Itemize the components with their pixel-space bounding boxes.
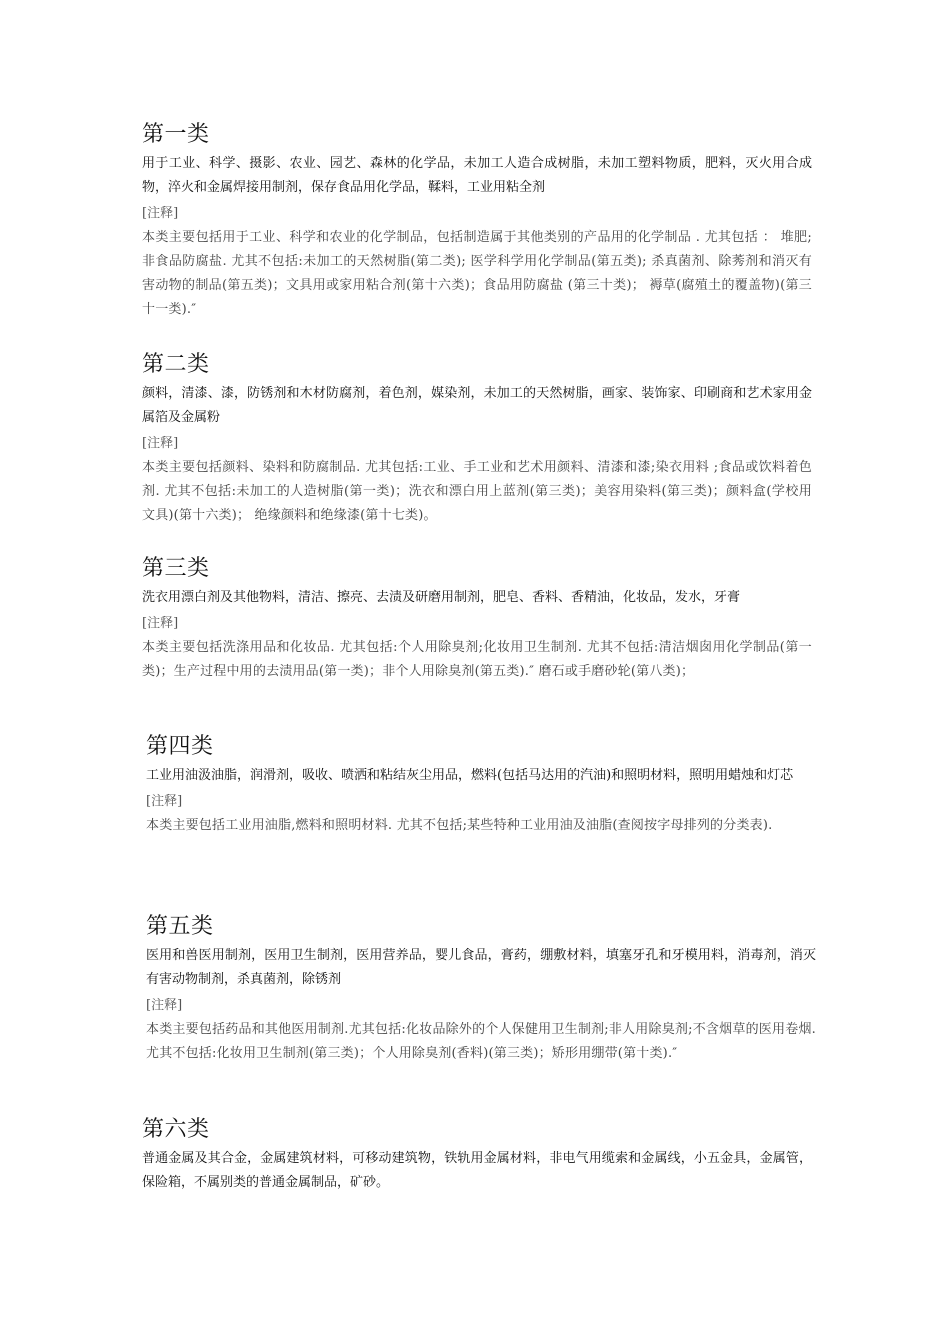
class-section-2 (142, 348, 812, 528)
class-description: 工业用油汲油脂，润滑剂，吸收、喷洒和粘结灰尘用品，燃料(包括马达用的汽油)和照明材料，照明用蜡烛和灯芯 (146, 768, 794, 783)
class-section-1 (142, 118, 812, 322)
note-text: 本类主要包括药品和其他医用制剂.尤其包括:化妆品除外的个人保健用卫生制剂;非人用除臭剂;不含烟草的医用卷烟. 尤其不包括:化妆用卫生制剂(第三类)；个人用除臭剂(香料)(第三类)；矫形用绷带(第十类).″ (146, 1022, 816, 1061)
class-section-3 (142, 552, 812, 684)
class-section-6 (142, 1113, 812, 1195)
class-title: 第六类 (142, 1117, 210, 1142)
class-description: 洗衣用漂白剂及其他物料，清洁、擦亮、去渍及研磨用制剂，肥皂、香料、香精油，化妆品，发水，牙膏 (142, 590, 741, 605)
class-title: 第一类 (142, 122, 210, 147)
note-label: [注释] (142, 206, 179, 221)
class-description: 颜料，清漆、漆，防锈剂和木材防腐剂，着色剂，媒染剂，未加工的天然树脂，画家、装饰家、印刷商和艺术家用金属箔及金属粉 (142, 386, 812, 425)
note-label: [注释] (146, 998, 183, 1013)
note-text: 本类主要包括工业用油脂,燃料和照明材料. 尤其不包括;某些特种工业用油及油脂(查阅按字母排列的分类表). (146, 818, 773, 833)
note-label: [注释] (146, 794, 183, 809)
note-label: [注释] (142, 436, 179, 451)
class-title: 第四类 (146, 734, 214, 759)
note-label: [注释] (142, 616, 179, 631)
class-description: 用于工业、科学、摄影、农业、园艺、森林的化学品，未加工人造合成树脂，未加工塑料物质，肥料，灭火用合成物，淬火和金属焊接用制剂，保存食品用化学品，鞣料，工业用粘全剂 (142, 156, 812, 195)
class-section-4 (146, 730, 816, 838)
class-description: 医用和兽医用制剂，医用卫生制剂，医用营养品，婴儿食品，膏药，绷敷材料，填塞牙孔和牙模用料，消毒剂，消灭有害动物制剂，杀真菌剂，除锈剂 (146, 948, 816, 987)
class-section-5 (146, 910, 816, 1066)
note-text: 本类主要包括洗涤用品和化妆品. 尤其包括:个人用除臭剂;化妆用卫生制剂. 尤其不包括:清洁烟囱用化学制品(第一类)；生产过程中用的去渍用品(第一类)；非个人用除臭剂(第五类).″ 磨石或手磨砂轮(第八类)； (142, 640, 812, 679)
class-title: 第二类 (142, 352, 210, 377)
class-description: 普通金属及其合金，金属建筑材料，可移动建筑物，铁轨用金属材料，非电气用缆索和金属线，小五金具，金属管，保险箱，不属别类的普通金属制品，矿砂。 (142, 1151, 812, 1190)
note-text: 本类主要包括颜料、染料和防腐制品. 尤其包括:工业、手工业和艺术用颜料、清漆和漆;染衣用料 ;食品或饮料着色剂. 尤其不包括:未加工的人造树脂(第一类)；洗衣和漂白用上蓝剂(第三类)；美容用染料(第三类)；颜料盒(学校用文具)(第十六类)； 绝缘颜料和绝缘漆(第十七类)。 (142, 460, 812, 523)
class-title: 第五类 (146, 914, 214, 939)
note-text: 本类主要包括用于工业、科学和农业的化学制品，包括制造属于其他类别的产品用的化学制品 . 尤其包括 ： 堆肥;非食品防腐盐. 尤其不包括:未加工的天然树脂(第二类); 医学科学用化学制品(第五类); 杀真菌剂、除莠剂和消灭有害动物的制品(第五类)；文具用或家用粘合剂(第十六类)；食品用防腐盐 (第三十类)； 褥草(腐殖土的覆盖物)(第三十一类).″ (142, 230, 812, 317)
class-title: 第三类 (142, 556, 210, 581)
